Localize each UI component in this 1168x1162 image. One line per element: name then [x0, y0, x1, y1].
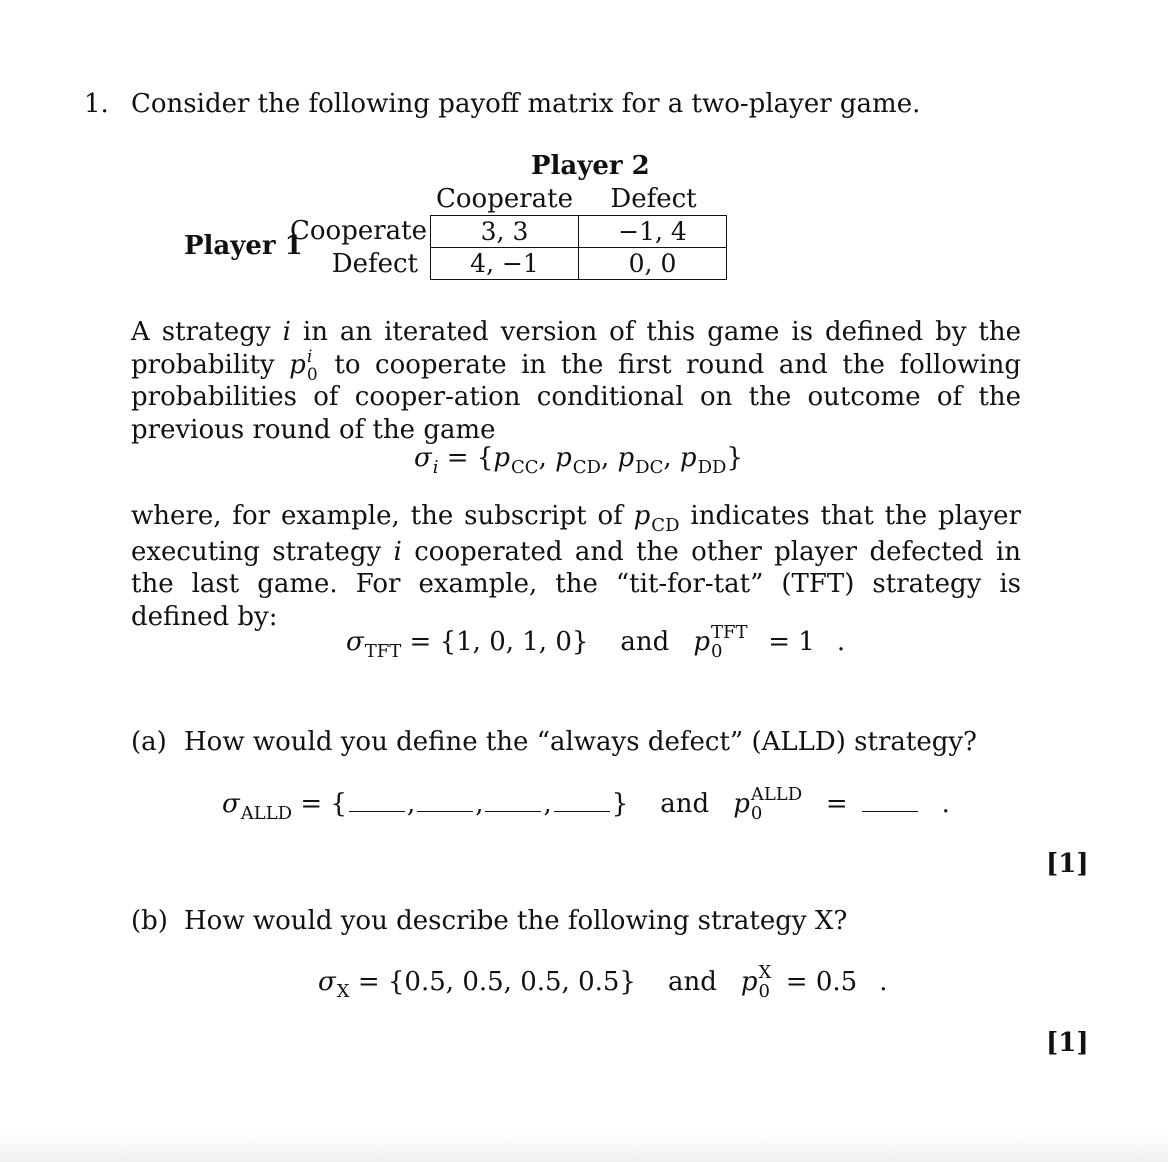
matrix-cell: −1, 4	[579, 216, 727, 248]
row-header-cooperate: Cooperate	[290, 216, 427, 246]
matrix-cell: 0, 0	[579, 248, 727, 280]
part-b-label: (b)	[131, 906, 168, 936]
matrix-cell: 4, −1	[431, 248, 579, 280]
part-b-question: How would you describe the following strategy X?	[184, 906, 848, 936]
strategy-definition-paragraph: A strategy i in an iterated version of this game is defined by the probability p i 0 to cooperate in the first round and the following probabilities of cooper-ation conditional on the outcome of the previous round of the game	[131, 317, 1021, 445]
col-header-defect: Defect	[610, 184, 697, 214]
matrix-cell: 3, 3	[431, 216, 579, 248]
tft-equation: $\sigma_{TFT} = \{1$, 0, 1, 0} and p TFT 0 = 1 .	[346, 622, 846, 662]
part-b-marks: [1]	[1046, 1028, 1089, 1058]
answer-blank[interactable]	[554, 791, 610, 812]
strategy-x-equation: $\sigma_X = \{0.5$, 0.5, 0.5, 0.5} and p X 0 = 0.5 .	[318, 962, 888, 1002]
col-header-cooperate: Cooperate	[436, 184, 573, 214]
answer-blank[interactable]	[349, 791, 405, 812]
answer-blank[interactable]	[485, 791, 541, 812]
subscript-explanation-paragraph: where, for example, the subscript of $p_{CD}$ indicates that the player executing strategy i cooperated and the other player defected in the last game. For example, the “tit-for-tat” (TFT) strategy is defined by:	[131, 501, 1022, 632]
matrix-row-defect	[431, 248, 727, 280]
alld-equation: $\sigma_{ALLD}$ = { , , , } and p ALLD 0 = .	[222, 784, 950, 824]
sigma-equation: $\sigma_i = \{p_{CC}$, $p_{CD}$, $p_{DC}$, $p_{DD}$}	[414, 443, 743, 478]
payoff-matrix	[430, 215, 727, 280]
question-intro: Consider the following payoff matrix for a two-player game.	[131, 89, 921, 119]
question-number: 1.	[84, 89, 109, 119]
part-a-question: How would you define the “always defect” (ALLD) strategy?	[184, 727, 977, 757]
answer-blank-p0[interactable]	[862, 791, 918, 812]
player2-label: Player 2	[531, 151, 650, 181]
player1-label: Player 1	[184, 231, 303, 261]
part-a-label: (a)	[131, 727, 167, 757]
matrix-row-cooperate	[431, 216, 727, 248]
part-a-marks: [1]	[1046, 849, 1089, 879]
row-header-defect: Defect	[331, 249, 418, 279]
answer-blank[interactable]	[417, 791, 473, 812]
page-bottom-shadow	[0, 1132, 1168, 1162]
